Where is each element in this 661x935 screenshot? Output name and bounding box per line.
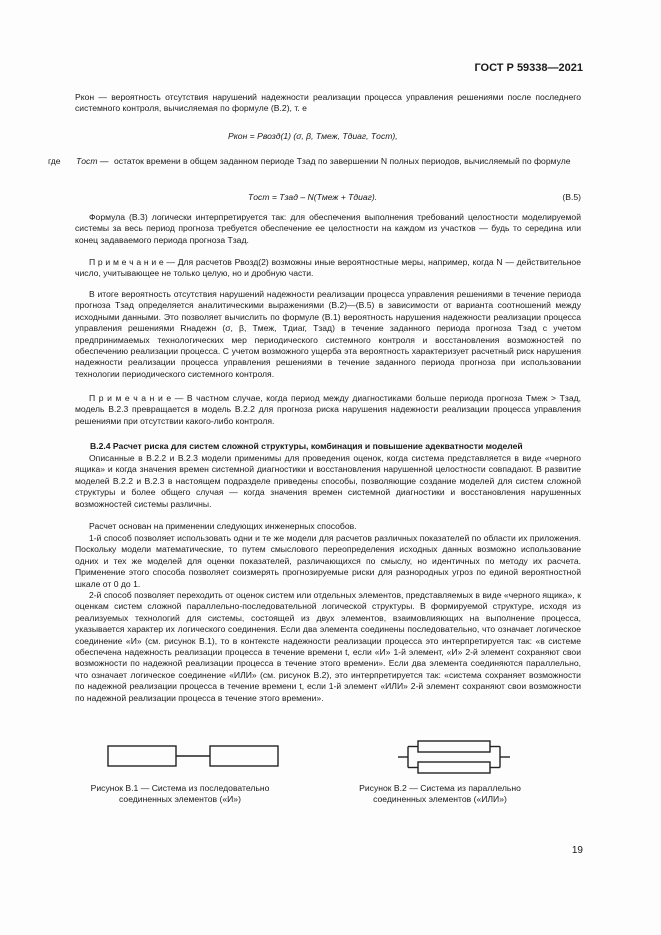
figure-2-caption xyxy=(340,783,540,806)
parallel-element-1 xyxy=(418,741,490,752)
parallel-element-2 xyxy=(418,762,490,773)
where-symbol: Tост — xyxy=(76,156,109,166)
figure-2-caption-line-1: Рисунок В.2 — Система из параллельно xyxy=(359,783,521,793)
formula-tost: Tост = Tзад – N(Tмеж + Tдиаг). xyxy=(248,192,378,202)
paragraph-formula-interpretation: Формула (В.3) логически интерпретируется так: для обеспечения выполнения требований целостности моделируемой системы за весь период прогноза требуется обеспечение ее целостности на каждом из участков — будь то середина или конец задаваемого периода прогноза Tзад. xyxy=(75,212,581,245)
figure-2-caption-line-2: соединенных элементов («ИЛИ») xyxy=(373,794,507,805)
note-2 xyxy=(75,393,581,427)
paragraph-method-2: 2-й способ позволяет переходить от оценок систем или отдельных элементов, представляемых в виде «черного ящика», к оценкам систем сложной параллельно-последовательной логической структуры. В формируемой структуре, исходя из реализуемых технологий для системы, состоящей из двух элементов, взаимовлияющих на выполнение процесса, указывается характер их логического соединения. Если два элемента соединены последовательно, что означает логическое соединение «И» (см. рисунок В.1), то в контексте надежности реализации процесса это интерпретируется так: «в системе обеспечена надежность реализации процесса в течение времени t, если «И» 1-й элемент, «И» 2-й элемент сохраняют свои возможности по надежной реализации процесса в течение этого времени». Если два элемента соединяются параллельно, что означает логическое соединение «ИЛИ» (см. рисунок В.2), это интерпретируется так: «система сохраняет возможности по надежной реализации процесса в течение времени t, если 1-й элемент «ИЛИ» 2-й элемент сохраняют свои возможности по надежной реализации процесса в течение этого времени». xyxy=(75,590,581,703)
figure-1-caption xyxy=(70,783,290,806)
page-number: 19 xyxy=(571,845,583,856)
where-description: остаток времени в общем заданном периоде Tзад по завершении N полных периодов, вычисляемый по формуле xyxy=(114,156,571,166)
figure-1-caption-line-2: соединенных элементов («И») xyxy=(119,794,241,805)
note-2-label: П р и м е ч а н и е xyxy=(89,393,172,403)
paragraph-pkon: Pкон — вероятность отсутствия нарушений надежности реализации процесса управления решениями после последнего системного контроля, вычисляемая по формуле (В.2), т. е xyxy=(75,92,581,114)
note-1 xyxy=(75,257,581,280)
where-label: где xyxy=(48,156,61,166)
paragraph-models: Описанные в В.2.2 и В.2.3 модели применимы для проведения оценок, когда система представляется в виде «черного ящика» и когда значения времен системной диагностики и восстановления нарушенной целостности совпадают. В развитие моделей В.2.2 и В.2.3 в настоящем подразделе приведены способы, позволяющие создание моделей для систем сложной структуры и более общего случая — когда значения времен системной диагностики и восстановления нарушенных возможностей системы различны. xyxy=(75,453,581,509)
paragraph-calculation-basis: Расчет основан на применении следующих инженерных способов. xyxy=(89,521,357,531)
equation-number: (В.5) xyxy=(562,192,581,202)
series-diagram xyxy=(98,738,308,774)
note-1-label: П р и м е ч а н и е xyxy=(89,257,164,267)
standard-number: ГОСТ Р 59338—2021 xyxy=(474,62,583,74)
figure-1-caption-line-1: Рисунок В.1 — Система из последовательно xyxy=(90,783,270,793)
note-1-text: — Для расчетов Pвозд(2) возможны иные вероятностные меры, например, когда N — действительное число, учитывающее не только целую, но и дробную части. xyxy=(75,257,581,279)
section-heading: В.2.4 Расчет риска для систем сложной структуры, комбинация и повышение адекватности моделей xyxy=(90,441,523,451)
paragraph-method-1: 1-й способ позволяет использовать одни и те же модели для расчетов различных показателей по области их приложения. Поскольку модели математические, то путем смыслового переопределения исходных данных возможно использование одних и тех же моделей для оценки показателей, различающихся по смыслу, но идентичных по методу их расчета. Применение этого способа позволяет соизмерять прогнозируемые риски для разнородных угроз по единой вероятностной шкале от 0 до 1. xyxy=(75,533,581,589)
formula-pkon: Pкон = Pвозд(1) (σ, β, Tмеж, Tдиаг, Tост), xyxy=(228,131,398,141)
note-2-text: — В частном случае, когда период между диагностиками больше периода прогноза Tмеж > Tзад, модель В.2.3 превращается в модель В.2.2 для прогноза риска нарушения надежности реализации процесса управления решениями при отсутствии какого-либо контроля. xyxy=(75,393,582,426)
series-element-1 xyxy=(108,746,176,766)
parallel-diagram xyxy=(398,738,528,778)
paragraph-probability: В итоге вероятность отсутствия нарушений надежности реализации процесса управления решениями в течение периода прогноза Tзад определяется аналитическими выражениями (В.2)—(В.5) в зависимости от варианта соотношений между исходными данными. Это позволяет вычислить по формуле (В.1) вероятность нарушения надежности реализации процесса управления решениями Rнадежн (σ, β, Tмеж, Tдиаг, Tзад) в течение заданного периода прогноза Tзад с учетом предпринимаемых технологических мер периодического системного контроля и восстановления возможностей по обеспечению реализации процесса. С учетом возможного ущерба эта вероятность характеризует расчетный риск нарушения надежности реализации процесса управления решениями в течение заданного периода прогноза при использовании технологии периодического системного контроля. xyxy=(75,289,581,379)
series-element-2 xyxy=(210,746,278,766)
